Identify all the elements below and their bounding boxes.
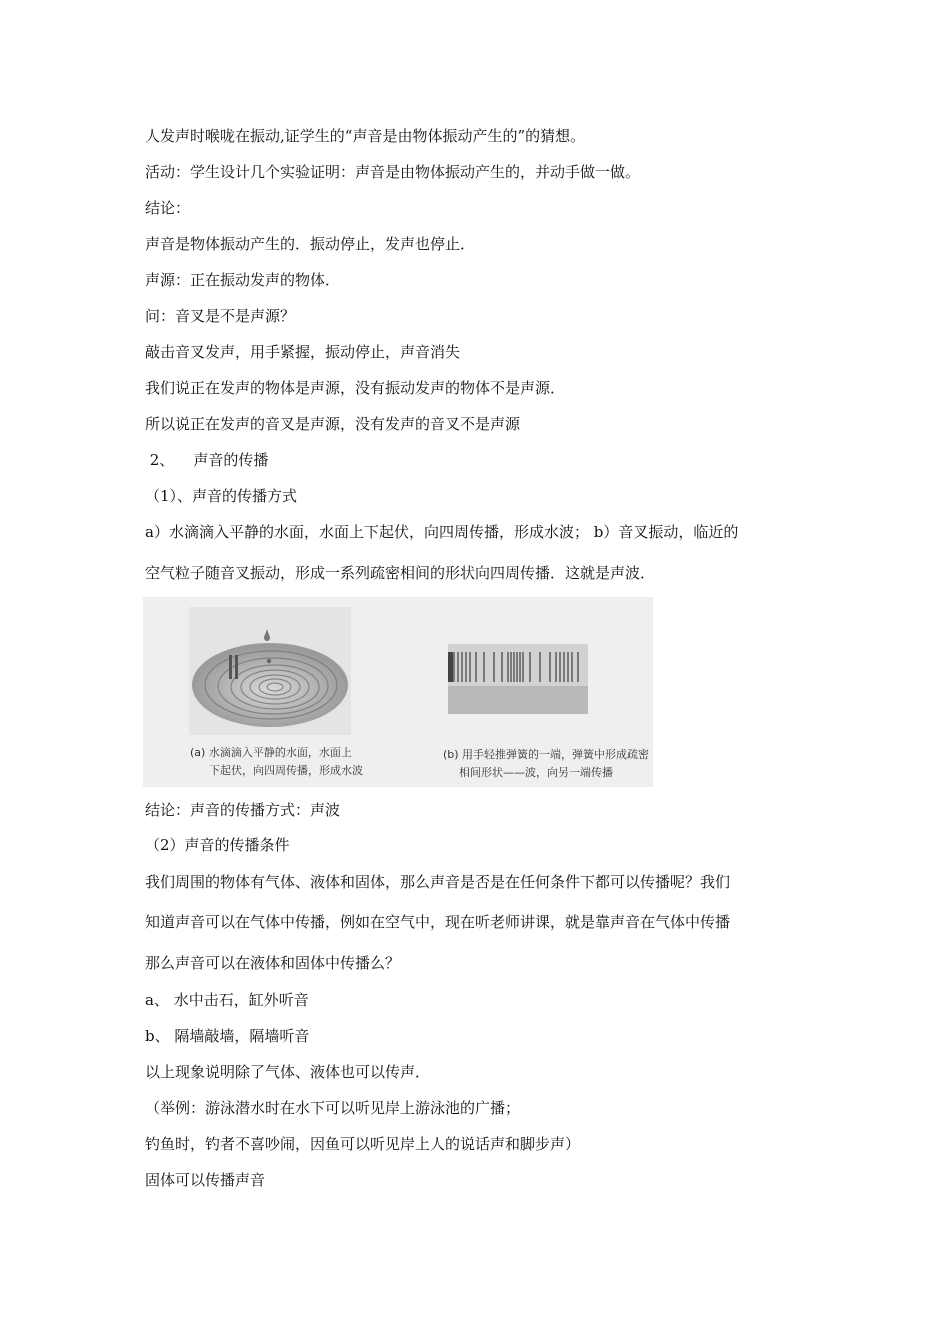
text-line: （举例：游泳潜水时在水下可以听见岸上游泳池的广播； <box>145 1099 521 1117</box>
text-line: b、 隔墙敲墙，隔墙听音 <box>145 1027 310 1045</box>
text-line: 所以说正在发声的音叉是声源，没有发声的音叉不是声源 <box>145 415 521 433</box>
text-line: a、 水中击石，缸外听音 <box>145 991 309 1009</box>
text-line: 声源：正在振动发声的物体． <box>145 271 341 289</box>
figure-caption-b-line2: 相间形状——波，向另一端传播 <box>459 766 613 779</box>
section-heading: 2、 声音的传播 <box>145 451 269 469</box>
spring-illustration <box>448 644 588 714</box>
text-line: 人发声时喉咙在振动,证学生的“声音是由物体振动产生的”的猜想。 <box>145 127 586 145</box>
ripple-illustration <box>189 607 351 735</box>
figure-caption-a-line2: 下起伏，向四周传播，形成水波 <box>209 764 363 777</box>
figure-caption-a-line1: (a) 水滴滴入平静的水面，水面上 <box>190 746 352 759</box>
text-line: 以上现象说明除了气体、液体也可以传声． <box>145 1063 431 1081</box>
text-line: 那么声音可以在液体和固体中传播么？ <box>145 954 401 972</box>
wave-figure <box>143 597 653 787</box>
figure-caption-b-line1: (b) 用手轻推弹簧的一端，弹簧中形成疏密 <box>443 748 650 761</box>
text-line: 我们周围的物体有气体、液体和固体，那么声音是否是在任何条件下都可以传播呢？我们 <box>145 873 731 891</box>
text-line: 钓鱼时，钓者不喜吵闹，因鱼可以听见岸上人的说话声和脚步声） <box>145 1135 581 1153</box>
subsection-heading: （2）声音的传播条件 <box>145 836 290 854</box>
text-line: 知道声音可以在气体中传播，例如在空气中，现在听老师讲课，就是靠声音在气体中传播 <box>145 913 731 931</box>
spring-wave-image <box>448 644 588 714</box>
text-line: 敲击音叉发声，用手紧握，振动停止，声音消失 <box>145 343 461 361</box>
text-line: a）水滴滴入平静的水面，水面上下起伏，向四周传播，形成水波； b）音叉振动，临近的 <box>145 523 739 541</box>
water-ripple-image <box>189 607 351 735</box>
text-line: 活动：学生设计几个实验证明：声音是由物体振动产生的，并动手做一做。 <box>145 163 641 181</box>
text-line: 结论：声音的传播方式：声波 <box>145 801 341 819</box>
text-line: 固体可以传播声音 <box>145 1171 266 1189</box>
text-line: 我们说正在发声的物体是声源，没有振动发声的物体不是声源． <box>145 379 566 397</box>
text-line: 问：音叉是不是声源？ <box>145 307 296 325</box>
text-line: 声音是物体振动产生的．振动停止，发声也停止． <box>145 235 476 253</box>
text-line: 结论： <box>145 199 191 217</box>
text-line: 空气粒子随音叉振动，形成一系列疏密相间的形状向四周传播．这就是声波． <box>145 564 656 582</box>
subsection-heading: （1）、声音的传播方式 <box>145 487 298 505</box>
